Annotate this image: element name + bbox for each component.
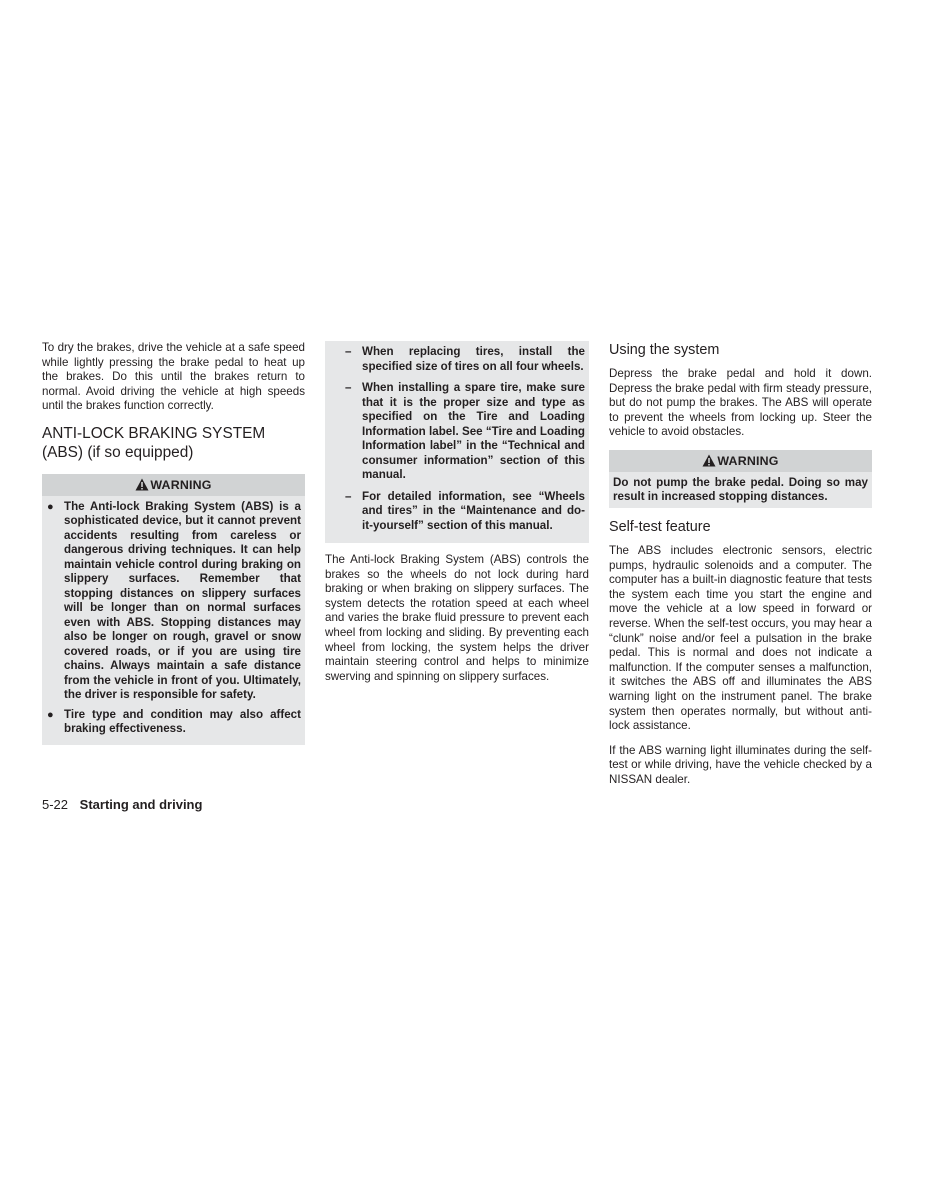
warning-continuation-list bbox=[325, 341, 589, 543]
warning-box-pump bbox=[609, 450, 872, 508]
dash-list-item bbox=[329, 381, 585, 483]
warning-body bbox=[42, 496, 305, 745]
self-test-paragraph-2: If the ABS warning light illuminates during the self-test or while driving, have the vehicle checked by a NISSAN dealer. bbox=[609, 743, 872, 786]
page-number: 5-22 bbox=[42, 797, 69, 812]
warning-text: Do not pump the brake pedal. Doing so may result in increased stopping distances. bbox=[613, 475, 868, 504]
dash-marker: – bbox=[345, 381, 352, 394]
page-footer bbox=[42, 797, 202, 812]
dash-marker: – bbox=[345, 345, 352, 358]
self-test-heading: Self-test feature bbox=[609, 518, 711, 535]
warning-icon bbox=[135, 478, 149, 491]
warning-label: WARNING bbox=[717, 453, 779, 468]
column-left bbox=[42, 341, 305, 755]
warning-icon bbox=[702, 454, 716, 467]
dash-item-text: When installing a spare tire, make sure that it is the proper size and type as specified on the Tire and Loading Information label. See “Tire and Loading Information label” in the “Technical and consumer information” section of this manual. bbox=[362, 381, 585, 481]
warning-item-text: Tire type and condition may also affect braking effectiveness. bbox=[64, 707, 301, 736]
warning-label: WARNING bbox=[150, 477, 212, 492]
section-heading-line2: (ABS) (if so equipped) bbox=[42, 443, 194, 461]
warning-header bbox=[42, 474, 305, 496]
section-heading-abs bbox=[42, 424, 305, 462]
warning-header bbox=[609, 450, 872, 472]
dash-list-item bbox=[329, 490, 585, 534]
dash-list-item bbox=[329, 345, 585, 374]
bullet-icon: ● bbox=[47, 500, 54, 513]
dash-item-text: For detailed information, see “Wheels and tires” in the “Maintenance and do-it-yourself” section of this manual. bbox=[362, 489, 585, 532]
using-system-heading: Using the system bbox=[609, 342, 720, 358]
intro-paragraph: To dry the brakes, drive the vehicle at a safe speed while lightly pressing the brake pedal to heat up the brakes. Do this until the brakes return to normal. Avoid driving the vehicle at high speeds until the brakes function correctly. bbox=[42, 341, 305, 413]
bullet-icon: ● bbox=[47, 708, 54, 721]
dash-item-text: When replacing tires, install the specified size of tires on all four wheels. bbox=[362, 345, 585, 373]
warning-item bbox=[46, 708, 301, 737]
warning-box-abs bbox=[42, 474, 305, 745]
using-system-paragraph: Depress the brake pedal and hold it down. Depress the brake pedal with firm steady pressure, but do not pump the brakes. The ABS will operate to prevent the wheels from locking up. Steer the vehicle to avoid obstacles. bbox=[609, 367, 872, 439]
column-middle bbox=[325, 341, 589, 694]
dash-marker: – bbox=[345, 489, 352, 503]
column-right bbox=[609, 341, 872, 797]
warning-item bbox=[46, 500, 301, 703]
footer-section-title: Starting and driving bbox=[79, 797, 203, 812]
abs-description-paragraph: The Anti-lock Braking System (ABS) controls the brakes so the wheels do not lock during hard braking or when braking on slippery surfaces. The system detects the rotation speed at each wheel and varies the brake fluid pressure to prevent each wheel from locking and sliding. By preventing each wheel from locking, the system helps the driver maintain steering control and helps to minimize swerving and spinning on slippery surfaces. bbox=[325, 553, 589, 683]
warning-item-text: The Anti-lock Braking System (ABS) is a sophisticated device, but it cannot prevent accidents resulting from careless or dangerous driving techniques. It can help maintain vehicle control during braking on slippery surfaces. Remember that stopping distances on slippery surfaces will be longer than on normal surfaces even with ABS. Stopping distances may also be longer on rough, gravel or snow covered roads, or if you are using tire chains. Always maintain a safe distance from the vehicle in front of you. Ultimately, the driver is responsible for safety. bbox=[64, 499, 301, 702]
section-heading-line1: ANTI-LOCK BRAKING SYSTEM bbox=[42, 424, 266, 442]
self-test-paragraph-1: The ABS includes electronic sensors, electric pumps, hydraulic solenoids and a computer. The computer has a built-in diagnostic feature that tests the system each time you start the engine and move the vehicle at a low speed in forward or reverse. When the self-test occurs, you may hear a “clunk” noise and/or feel a pulsation in the brake pedal. This is normal and does not indicate a malfunction. If the computer senses a malfunction, it switches the ABS off and illuminates the ABS warning light on the instrument panel. The brake system then operates normally, but without anti-lock assistance. bbox=[609, 543, 872, 733]
